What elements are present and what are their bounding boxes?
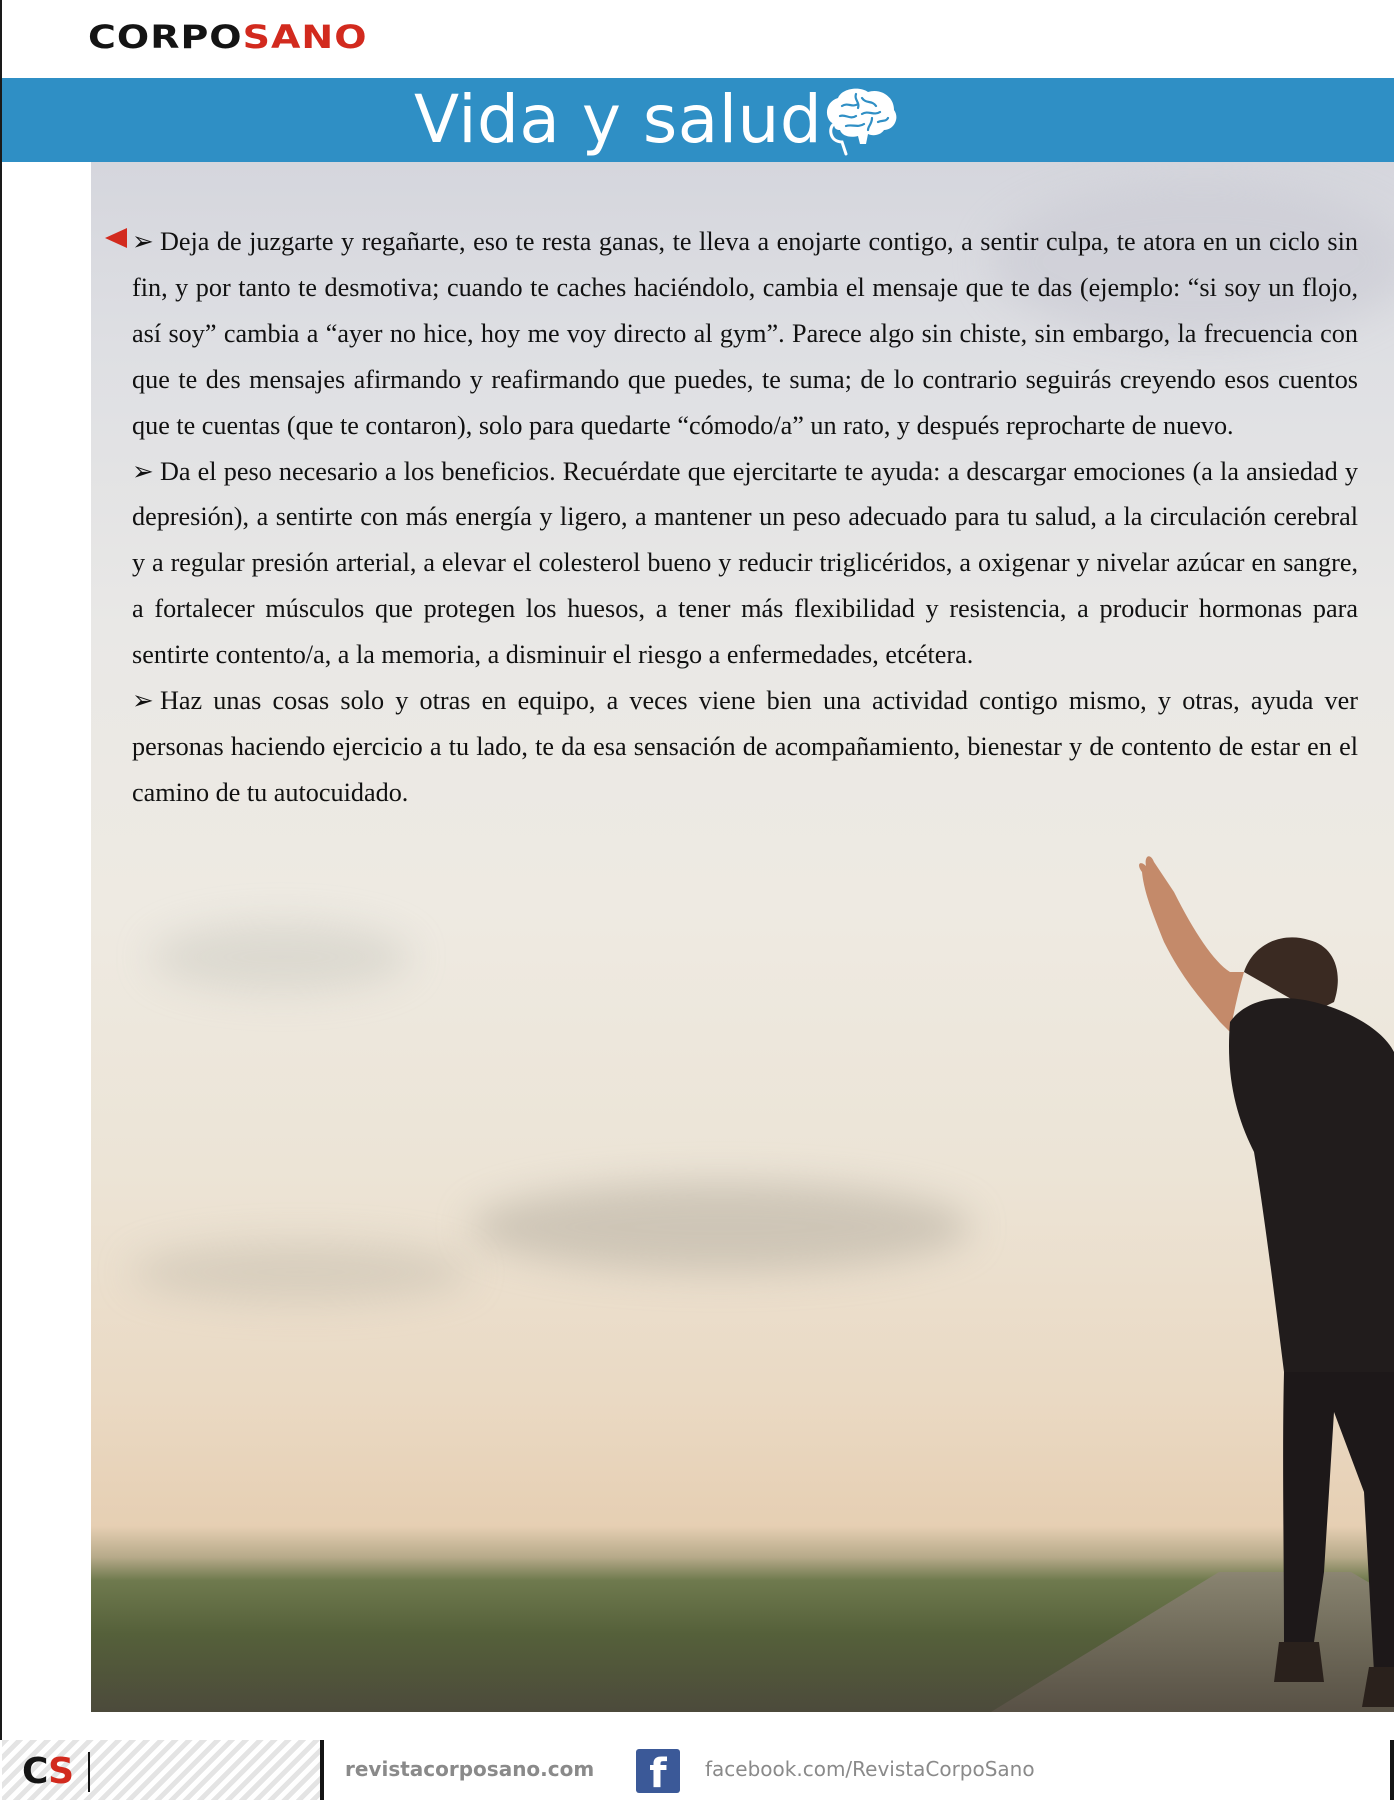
footer-logo <box>22 1751 74 1792</box>
footer-divider <box>320 1740 324 1800</box>
paragraph-text: Deja de juzgarte y regañarte, eso te resta ganas, te lleva a enojarte contigo, a sentir culpa, te atora en un ciclo sin fin, y por tanto te desmotiva; cuando te caches haciéndolo, cambia el mensaje que te das (ejemplo: “si soy un flojo, así soy” cambia a “ayer no hice, hoy me voy directo al gym”. Parece algo sin chiste, sin embargo, la frecuencia con que te des mensajes afirmando y reafirmando que puedes, te suma; de lo contrario seguirás creyendo esos cuentos que te cuentas (que te contaron), solo para quedarte “cómodo/a” un rato, y después reprocharte de nuevo. <box>132 227 1358 440</box>
article-paragraph <box>132 219 1358 449</box>
section-banner <box>2 78 1394 162</box>
paragraph-text: Haz unas cosas solo y otras en equipo, a veces viene bien una actividad contigo mismo, y otras, ayuda ver personas haciendo ejercicio a tu lado, te da esa sensación de acompañamiento, bienestar y de contento de estar en el camino de tu autocuidado. <box>132 686 1358 807</box>
bullet-arrow-icon: ➢ <box>132 686 154 716</box>
section-title: Vida y salud <box>414 81 823 158</box>
footer-logo-divider <box>88 1752 90 1792</box>
magazine-logo <box>88 18 368 55</box>
website-link[interactable]: revistacorposano.com <box>345 1757 595 1781</box>
article-paragraph <box>132 449 1358 679</box>
facebook-link[interactable]: facebook.com/RevistaCorpoSano <box>705 1757 1035 1781</box>
left-border-rule <box>0 0 2 1800</box>
footer-logo-s: S <box>48 1751 74 1792</box>
footer-right-rule <box>1390 1740 1394 1800</box>
red-arrow-marker <box>105 228 127 248</box>
page-footer <box>0 1740 1394 1800</box>
facebook-icon[interactable]: f <box>636 1749 680 1793</box>
article-body <box>132 219 1358 816</box>
article-paragraph <box>132 678 1358 816</box>
bullet-arrow-icon: ➢ <box>132 227 154 256</box>
paragraph-text: Da el peso necesario a los beneficios. Recuérdate que ejercitarte te ayuda: a descargar emociones (a la ansiedad y depresión), a sentirte con más energía y ligero, a mantener un peso adecuado para tu salud, a la circulación cerebral y a regular presión arterial, a elevar el colesterol bueno y reducir triglicéridos, a oxigenar y nivelar azúcar en sangre, a fortalecer músculos que protegen los huesos, a tener más flexibilidad y resistencia, a producir hormonas para sentirte contento/a, a la memoria, a disminuir el riesgo a enfermedades, etcétera. <box>132 456 1358 670</box>
footer-logo-c: C <box>22 1751 49 1792</box>
logo-part-corpo: CORPO <box>88 18 243 56</box>
woman-figure <box>1134 852 1394 1712</box>
brain-icon <box>820 84 900 156</box>
bullet-arrow-icon: ➢ <box>132 456 154 486</box>
logo-part-sano: SANO <box>242 18 368 56</box>
